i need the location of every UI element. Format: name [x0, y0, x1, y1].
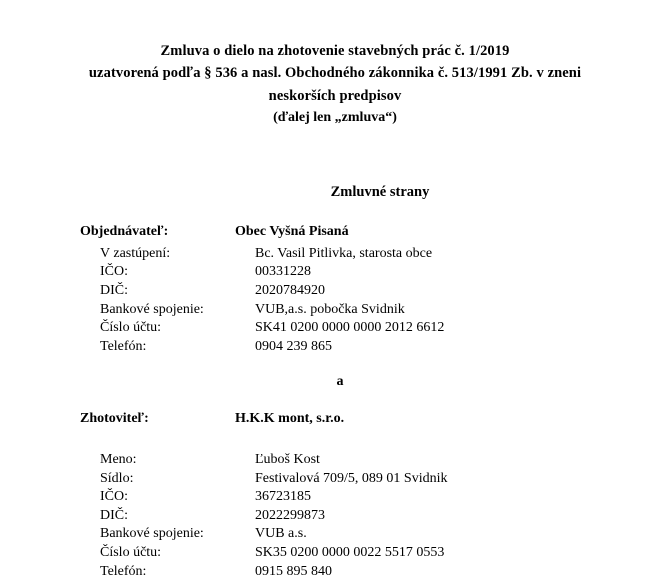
contractor-label-name: Meno: — [100, 451, 137, 467]
contractor-row-bank — [100, 525, 670, 544]
title-line-2: uzatvorená podľa § 536 a nasl. Obchodného zákonnika č. 513/1991 Zb. v zneni — [88, 65, 582, 82]
contractor-value-ico: 36723185 — [255, 489, 311, 505]
contractor-value-address: Festivalová 709/5, 089 01 Svidnik — [255, 470, 448, 486]
contractor-label-ico: IČO: — [100, 489, 128, 505]
contractor-row-ico — [100, 488, 670, 507]
client-details — [80, 245, 670, 357]
client-label-ico: IČO: — [100, 264, 128, 280]
contractor-value-bank: VUB a.s. — [255, 526, 307, 542]
client-value-account: SK41 0200 0000 0000 2012 6612 — [255, 320, 445, 336]
contractor-role-label: Zhotoviteľ: — [80, 411, 149, 427]
contractor-row-phone — [100, 563, 670, 581]
client-label-dic: DIČ: — [100, 282, 128, 298]
client-label-representative: V zastúpení: — [100, 245, 171, 261]
client-row-dic — [100, 282, 670, 301]
contractor-label-account: Číslo účtu: — [100, 545, 162, 561]
contractor-row-dic — [100, 507, 670, 526]
client-name: Obec Vyšná Pisaná — [235, 224, 349, 240]
contractor-name: H.K.K mont, s.r.o. — [235, 411, 345, 427]
client-role-label: Objednávateľ: — [80, 224, 169, 240]
contractor-party-block — [0, 410, 670, 581]
contractor-row-address — [100, 470, 670, 489]
client-row-ico — [100, 263, 670, 282]
document-page — [0, 40, 670, 581]
document-title — [0, 40, 670, 129]
client-header-row — [80, 223, 670, 242]
contractor-value-account: SK35 0200 0000 0022 5517 0553 — [255, 545, 445, 561]
client-value-phone: 0904 239 865 — [255, 338, 332, 354]
contractor-label-dic: DIČ: — [100, 507, 128, 523]
contractor-label-address: Sídlo: — [100, 470, 134, 486]
client-label-account: Číslo účtu: — [100, 320, 162, 336]
contractor-value-name: Ľuboš Kost — [255, 451, 320, 467]
client-party-block — [0, 223, 670, 356]
parties-heading: Zmluvné strany — [330, 184, 430, 201]
client-value-representative: Bc. Vasil Pitlivka, starosta obce — [255, 245, 433, 261]
contractor-row-name — [100, 451, 670, 470]
title-line-1: Zmluva o dielo na zhotovenie stavebných prác č. 1/2019 — [160, 43, 510, 59]
client-row-representative — [100, 245, 670, 264]
client-value-ico: 00331228 — [255, 264, 311, 280]
client-row-account — [100, 319, 670, 338]
client-row-phone — [100, 338, 670, 357]
client-label-bank: Bankové spojenie: — [100, 301, 204, 317]
contractor-value-dic: 2022299873 — [255, 507, 325, 523]
client-value-dic: 2020784920 — [255, 282, 325, 298]
client-row-bank — [100, 301, 670, 320]
title-line-3: neskorších predpisov — [268, 87, 402, 104]
conjunction-and: a — [336, 374, 344, 390]
contractor-details — [80, 451, 670, 581]
contractor-label-bank: Bankové spojenie: — [100, 526, 204, 542]
contractor-row-account — [100, 544, 670, 563]
contractor-value-phone: 0915 895 840 — [255, 563, 332, 579]
contractor-header-row — [80, 410, 670, 429]
client-value-bank: VUB,a.s. pobočka Svidnik — [255, 301, 405, 317]
contractor-label-phone: Telefón: — [100, 563, 147, 579]
client-label-phone: Telefón: — [100, 338, 147, 354]
title-line-4: (ďalej len „zmluva“) — [273, 110, 397, 126]
